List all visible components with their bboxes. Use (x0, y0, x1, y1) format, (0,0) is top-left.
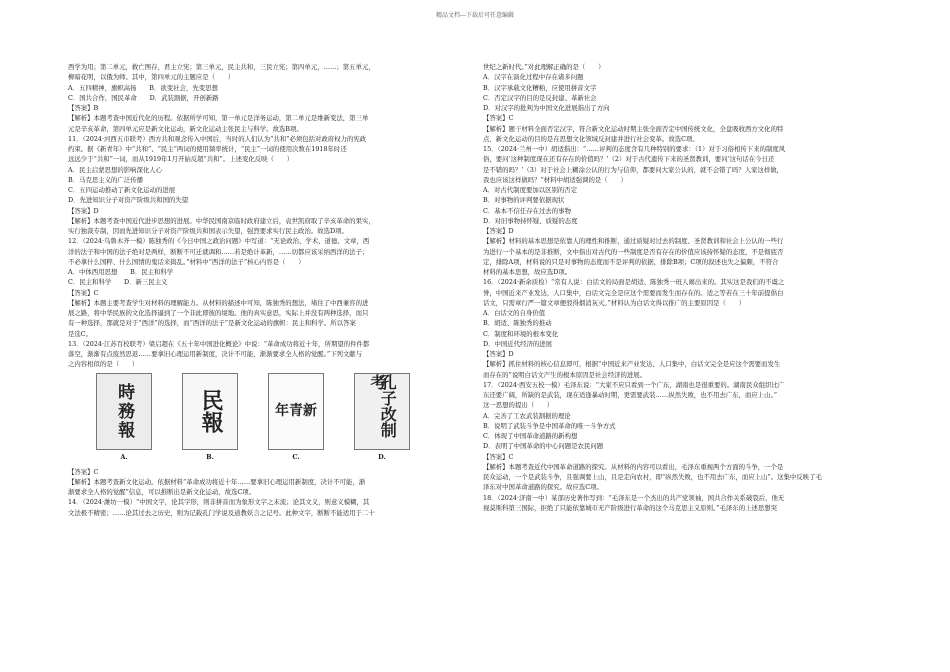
text-line: B．对事物的评判要依据现状 (483, 196, 565, 205)
text-line: 柳暗花明，以俄为师。其中，第四单元的主题应是（ ） (68, 73, 235, 82)
text-line: 远远少于“共和”一词，而从1919年1月开始反超“共和”。上述变化反映（ ） (68, 155, 294, 164)
text-line: 俗，要问‘这种制度现在还有存在的价值吗？’（2）对于古代遗传下来的圣贤教训，要问‘这句话在今日还 (483, 155, 775, 164)
text-line: A．民主启蒙思想的影响深化人心 (68, 165, 163, 174)
text-line: B．汉字承载文化糟粕，应使用拼音文字 (483, 83, 597, 92)
answer-line: 【答案】C (68, 467, 99, 476)
text-line: A．汉字在演化过程中存在诸多问题 (483, 73, 584, 82)
text-line: 话文，只需章行严一篇文章便驳得烟消灰灭。”材料认为白话文得以推广的主要原因是（ ） (483, 298, 746, 307)
text-line: 16．（2024·新余质检）“常有人说：白话文的局面是胡适、陈独秀一班人闹出来的。其实这是我们的不虞之 (483, 278, 785, 287)
page-header: 精品文档---下载后可任意编辑 (435, 12, 515, 19)
answer-line: 【答案】C (483, 452, 514, 461)
answer-line: 【答案】C (483, 114, 514, 123)
figure-a (88, 373, 160, 463)
newspaper-image: 民報 (182, 373, 238, 451)
text-line: A．中体西用思想 B．民主和科学 (68, 268, 174, 276)
text-line: A．完善了工农武装割据的理论 (483, 411, 571, 420)
text-line: 之内容相似的是（ ） (68, 360, 139, 369)
text-line: 17．（2024·西安五校一模）毛泽东说：“大家不应只看到一个广东，湖南也是很重要的。湖南民众组织比广 (483, 380, 785, 389)
text-line: D．表明了中国革命的中心问题是农民问题 (483, 442, 604, 451)
text-line: C．五四运动推动了新文化运动的进展 (68, 186, 176, 194)
text-line: 【解析】本题考查中国近代进步思想的进展。中华民国南京临时政府建立后，袁世凯窃取了辛亥革命的果实， (68, 216, 375, 225)
text-line: 实行独裁专制，因而先进知识分子对资产阶级共和国表示失望，强烈要求实行民主政治。故选D项。 (68, 227, 348, 235)
question-12: 12．（2024·乌鲁木齐一模）陈独秀的《今日中国之政治问题》中写道：“无论政治、学术、道德、文章，西 (68, 237, 370, 246)
text-line: C．国共合作，国民革命 D．武装割据，开创新路 (68, 93, 219, 102)
text-line: 【解析】本题考查新文化运动。依据材料“革命成功将近十年……要拿旧心理运用新制度，决计不可能，渐 (68, 477, 366, 486)
answer-line: 【答案】D (483, 350, 514, 358)
text-line: 视莫斯科第三国际，拒绝了只能依靠城市无产阶级进行革命的这个马克思主义原则。”毛泽东的上述思想突 (483, 503, 778, 512)
figure-options (88, 373, 418, 463)
text-line: 约束。据《新青年》中“共和”、“民主”两词的使用频率统计，“民主”一词的使用次数在1918年时还 (68, 145, 347, 153)
text-line: 【解析】材料的基本思想是依靠人的理性和推断，通过质疑对过去的制度、圣贤教训和社会上公认的一些行 (483, 237, 784, 246)
left-column (68, 62, 474, 518)
text-line: 15．（2024·兰州一中）胡适指出：“……评判的态度含有几种特别的要求：（1）对于习俗相传下来的制度风 (483, 145, 786, 153)
text-line: 这一思想的提出（ ） (483, 401, 554, 410)
text-line: 民众运动，一个是武装斗争，且强调要上山，且是走向农村，即“纵然失败，也不用去广东，而应上山”。这集中反映了毛 (483, 473, 822, 481)
text-line: 元是辛亥革命，第四单元应是新文化运动，新文化运动主张民主与科学。故选B项。 (68, 124, 303, 133)
text-line: 【解析】抓住材料的核心信息即可，根据“中国近来产业发达、人口集中，白话文完全是应这个需要而发生 (483, 360, 781, 369)
text-line: 泽东对中国革命道路的探究。故应选C项。 (483, 483, 603, 492)
text-line: A．白话文的自身价值 (483, 309, 546, 317)
text-line: 【解析】本题主要考查学生对材料的理解能力。从材料的描述中可知，陈独秀的想法，堵住了中西兼容的进 (68, 298, 369, 307)
text-line: C．民主和科学 D．新三民主义 (68, 278, 168, 287)
answer-line: 【答案】D (68, 206, 99, 215)
text-line: 而存在的”说明白话文产生的根本原因是社会经济的进展。 (483, 370, 647, 379)
magazine-image: 年青新 (268, 373, 324, 451)
answer-line: 【答案】B (68, 104, 99, 112)
text-line: C．体现了中国革命道路的新构想 (483, 432, 578, 440)
figure-caption: D. (378, 453, 386, 462)
text-line: 文法极不精密；……论其过去之历史，则为记载孔门学说及道教妖言之记号。此种文字，断断不能适用于二十 (68, 508, 375, 517)
text-line: 为进行一个基本的是非推断，文中指出对古代的一些制度是否有存在的价值应该持怀疑的态度，不是彻底否 (483, 247, 784, 256)
text-line: 东还要广阔，所缺的是武装，现在适逢暴动时期，更需要武装……纵然失败，也不用去广东，而应上山。” (483, 391, 778, 399)
text-line: B．胡适、陈独秀的推动 (483, 319, 552, 328)
text-line: 是不错的吗？’（3）对于社会上糊涂公认的行为与信仰，都要问大家公认的，就不会错了吗？人家这样做， (483, 165, 784, 174)
text-line: D．对旧事物持怀疑、质疑的态度 (483, 216, 578, 225)
answer-line: 【答案】C (68, 288, 99, 297)
figure-caption: A. (120, 453, 128, 462)
text-line: 材料的基本思想，故应选D项。 (483, 268, 572, 276)
text-line: 西学为用；第二单元，救亡图存，君主立宪；第三单元，民主共和，三民立宪；第四单元，……；第五单元， (68, 63, 375, 71)
text-line: 【解析】本题考查近代中国革命道路的探究。从材料的内容可以看出，毛泽东重视两个方面的斗争，一个是 (483, 462, 784, 471)
text-line: 【解析】本题考查中国近代化的历程。依据所学可知，第一单元是洋务运动，第二单元是维新变法，第三单 (68, 114, 369, 123)
text-line: C．否定汉字的目的是反封建、革新社会 (483, 93, 597, 102)
text-line: B．马克思主义的广泛传播 (68, 175, 143, 184)
text-line: 是选C。 (68, 329, 93, 338)
text-line: B．说明了武装斗争是中国革命的唯一斗争方式 (483, 421, 616, 430)
question-11: 11．（2024·河西五市联考）西方共和观念传入中国后，当时的人们认为“共和”必须包括对政府权力的宪政 (68, 134, 367, 143)
text-line: D．先进知识分子对资产阶级共和国的失望 (68, 196, 189, 205)
text-line: 落空，渐渐有点废然思返……要拿旧心理运用新制度，决计不可能，渐渐要求全人格的觉醒。”下列文献与 (68, 350, 363, 358)
text-line: 我也应该这样做吗？”材料中胡适强调的是（ ） (483, 175, 627, 184)
text-line: 渐要求全人格的觉醒”信息，可以推断出是新文化运动，故选C项。 (68, 488, 256, 496)
figure-caption: C. (292, 453, 300, 462)
text-line: 【解析】题干材料全面否定汉字，符合新文化运动时期主张全面否定中国传统文化，全盘吸收西方文化的特 (483, 124, 784, 133)
figure-d (346, 373, 418, 463)
text-line: 世纪之新时代。”对此理解正确的是（ ） (483, 63, 605, 71)
text-line: 18．（2024·济南一中）某部历史著作写到：“毛泽东是一个杰出的共产党领袖，国共合作关系破裂后，他无 (483, 493, 785, 502)
figure-caption: B. (206, 453, 214, 462)
question-13: 13．（2024·江苏百校联考）梁启超在《五十年中国进化概论》中说：“革命成功将近十年，所期望的件件都 (68, 339, 370, 348)
text-line: 点，新文化运动的目的是在思想文化领域反封建并进行社会变革。故选C项。 (483, 134, 699, 143)
text-line: 定，排除A项，材料说的只是对事物的态度而不是评判的依据，排除B项；C项的叙述也失之偏颇，不符合 (483, 257, 779, 266)
text-line: 不必拿什么国粹、什么国情的鬼话来捣乱。”材料中“西洋的法子”核心内容是（ ） (68, 257, 305, 266)
text-line: C．基本不信任存在过去的事物 (483, 206, 571, 215)
book-cover-image: 孔子改制考 (354, 373, 410, 451)
text-line: A．对古代制度要加以区别的否定 (483, 186, 578, 194)
text-line: 洋的法子和中国的法子绝对是两样，断断不可迁就调和……若是绝计革新，……切都应该采纳西洋的法子； (68, 247, 369, 256)
text-line: 有一种选择，那就是对于“西洋”的选择，而“西洋的法子”是新文化运动的旗帜：民主和科学。所以答案 (68, 319, 356, 328)
text-line: 展之路，将中华民族的文化选择逼到了一个非此即彼的境地。他的真实意思，实际上并没有两种选择，而只 (68, 309, 369, 317)
question-14: 14．（2024·潍坊一模）“中国文字，论其字形，则非拼音而为象形文字之末流；论其文义，则意义模糊，其 (68, 498, 370, 507)
text-line: D．对汉字的批判为中国文化进展指出了方向 (483, 104, 610, 112)
newspaper-image: 時務報 (96, 373, 152, 451)
figure-c (260, 373, 332, 463)
text-line: D．中国近代经济的进展 (483, 339, 553, 348)
right-column (483, 62, 883, 513)
figure-b (174, 373, 246, 463)
text-line: C．制度和环境的根本变化 (483, 329, 559, 338)
answer-line: 【答案】D (483, 227, 514, 235)
text-line: A．五四精神，旗帜高扬 B．欲变社会，先变思想 (68, 83, 218, 92)
text-line: 誉，中国近来产业发达，人口集中，白话文完全是应这个需要而发生而存在的。适之等若在三十年前提倡白 (483, 288, 784, 297)
